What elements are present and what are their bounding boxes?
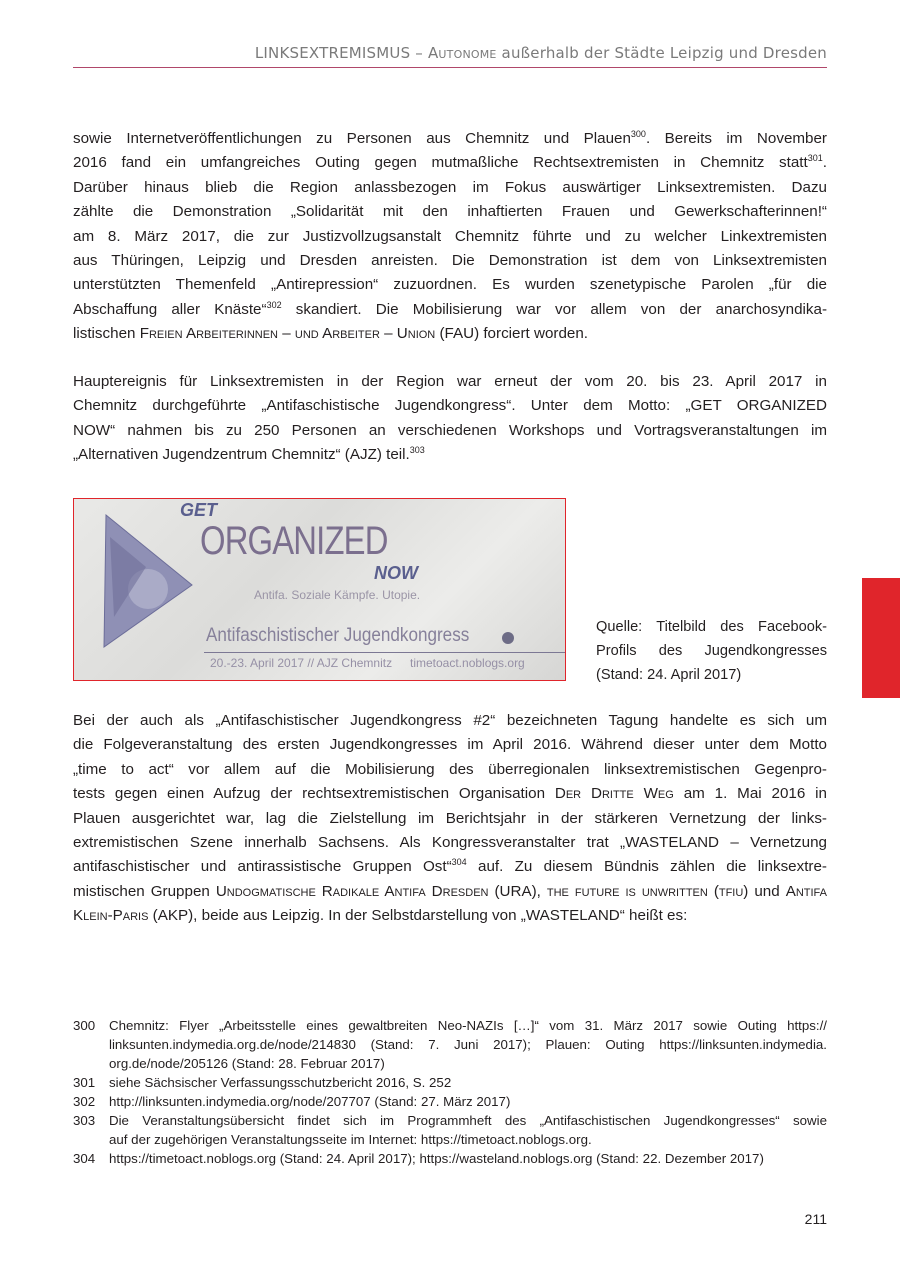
text-segment: „time to act“ vor allem auf die Mobilisierung des überregionalen linksextremistischen Gegenpro- bbox=[73, 760, 827, 778]
text-line bbox=[109, 1073, 827, 1092]
text-segment: Der Dritte Weg bbox=[554, 785, 674, 803]
text-line bbox=[73, 127, 827, 151]
banner-congress: Antifaschistischer Jugendkongress bbox=[206, 625, 470, 646]
footnote bbox=[73, 1092, 827, 1111]
footnotes bbox=[73, 1016, 827, 1168]
text-segment: die Folgeveranstaltung des ersten Jugendkongresses im April 2016. Während dieser unter dem Motto bbox=[73, 736, 827, 754]
text-segment: Antifa bbox=[785, 882, 828, 900]
figure-caption bbox=[596, 615, 827, 687]
text-line bbox=[109, 1016, 827, 1035]
footnote-text bbox=[109, 1092, 827, 1111]
text-segment: Darüber hinaus blieb die Region anlassbezogen im Fokus auswärtiger Linksextremisten. Dazu bbox=[73, 178, 827, 196]
text-line bbox=[73, 200, 827, 224]
text-segment: Chemnitz: Flyer „Arbeitsstelle eines gewaltbreiten Neo-NAZIs […]“ vom 31. März 2017 sowie Outing https:// bbox=[109, 1018, 827, 1033]
text-line bbox=[73, 855, 827, 879]
triangle-logo-icon bbox=[96, 507, 196, 652]
footnote bbox=[73, 1111, 827, 1149]
text-segment: NOW“ nahmen bis zu 250 Personen an verschiedenen Workshops und Vortragsveranstaltungen im bbox=[73, 421, 827, 439]
header-subtitle-smallcaps: Autonome bbox=[427, 44, 497, 62]
text-line bbox=[73, 782, 827, 806]
text-line bbox=[73, 443, 827, 467]
text-line bbox=[109, 1149, 827, 1168]
text-segment: aus Thüringen, Leipzig und Dresden anreisten. Die Demonstration ist dem von Linksextremisten bbox=[73, 251, 827, 269]
header-subtitle: außerhalb der Städte Leipzig und Dresden bbox=[496, 44, 827, 62]
footnote-number: 301 bbox=[73, 1075, 96, 1090]
text-line bbox=[73, 758, 827, 782]
text-segment: auf. Zu diesem Bündnis zählen die linksextre- bbox=[466, 858, 827, 876]
footnote bbox=[73, 1149, 827, 1168]
text-line bbox=[73, 709, 827, 733]
footnote-ref: 300 bbox=[630, 129, 646, 139]
footnote-text bbox=[109, 1073, 827, 1092]
text-segment: „Alternativen Jugendzentrum Chemnitz“ (AJZ) teil. bbox=[73, 446, 410, 464]
footnote bbox=[73, 1073, 827, 1092]
text-segment: . Bereits im November bbox=[645, 130, 827, 147]
footnote-text bbox=[109, 1111, 827, 1149]
text-segment: Freien Arbeiterinnen – und Arbeiter – Union bbox=[139, 325, 436, 343]
text-line bbox=[73, 225, 827, 249]
text-segment: und bbox=[748, 882, 786, 900]
footnote-ref: 304 bbox=[451, 857, 467, 868]
text-line bbox=[73, 176, 827, 200]
text-line bbox=[73, 880, 827, 904]
chapter-tab-marker bbox=[862, 578, 900, 698]
text-segment: 2016 fand ein umfangreiches Outing gegen mutmaßliche Rechtsextremisten in Chemnitz statt bbox=[73, 154, 808, 172]
text-line bbox=[73, 394, 827, 418]
footnote-number: 300 bbox=[73, 1018, 96, 1033]
text-segment: am 8. März 2017, die zur Justizvollzugsanstalt Chemnitz führte und zu welcher Linkextremisten bbox=[73, 227, 827, 245]
text-line bbox=[73, 831, 827, 855]
text-line bbox=[73, 904, 827, 928]
footnote-ref: 303 bbox=[409, 445, 425, 456]
banner-rule bbox=[204, 652, 565, 653]
paragraph bbox=[73, 127, 827, 347]
congress-banner-image bbox=[73, 498, 566, 681]
footnote-number: 302 bbox=[73, 1094, 96, 1109]
text-segment: Profils des Jugendkongresses bbox=[596, 643, 827, 659]
text-segment: (Stand: 24. April 2017) bbox=[596, 667, 742, 683]
text-segment: Chemnitz durchgeführte „Antifaschistische Jugendkongress“. Unter dem Motto: „GET ORGANIZED bbox=[73, 397, 827, 415]
text-segment: am 1. Mai 2016 in bbox=[673, 785, 827, 803]
text-segment: sowie Internetveröffentlichungen zu Personen aus Chemnitz und Plauen bbox=[73, 130, 631, 147]
text-segment: mistischen Gruppen bbox=[73, 882, 216, 900]
text-segment: listischen bbox=[73, 325, 140, 343]
text-line bbox=[109, 1054, 827, 1073]
text-line bbox=[73, 370, 827, 394]
banner-get: GET bbox=[180, 500, 218, 520]
text-segment: linksunten.indymedia.org.de/node/214830 (Stand: 7. Juni 2017); Plauen: Outing https://linksunten.indymedia. bbox=[109, 1037, 827, 1052]
footnote bbox=[73, 1016, 827, 1073]
footnote-text bbox=[109, 1016, 827, 1073]
text-segment: Hauptereignis für Linksextremisten in der Region war erneut der vom 20. bis 23. April 2017 in bbox=[73, 373, 827, 390]
footnote-text bbox=[109, 1149, 827, 1168]
text-line bbox=[73, 298, 827, 322]
text-segment: org.de/node/205126 (Stand: 28. Februar 2017) bbox=[109, 1056, 385, 1071]
text-segment: siehe Sächsischer Verfassungsschutzbericht 2016, S. 252 bbox=[109, 1075, 452, 1090]
text-segment: Klein-Paris bbox=[73, 907, 149, 925]
text-line bbox=[73, 151, 827, 175]
text-line bbox=[109, 1092, 827, 1111]
text-line bbox=[596, 615, 827, 639]
banner-slogan: Antifa. Soziale Kämpfe. Utopie. bbox=[254, 588, 421, 602]
text-segment: antifaschistischer und antirassistische Gruppen Ost“ bbox=[73, 858, 452, 876]
text-line bbox=[596, 639, 827, 663]
header-title: LINKSEXTREMISMUS – bbox=[254, 44, 428, 62]
text-segment: Die Veranstaltungsübersicht findet sich im Programmheft des „Antifaschistischen Jugendkongresses“ sowie bbox=[109, 1113, 827, 1128]
text-segment: zählte die Demonstration „Solidarität mit den inhaftierten Frauen und Gewerkschafterinnen!“ bbox=[73, 203, 827, 221]
footnote-number: 303 bbox=[73, 1113, 96, 1128]
text-line bbox=[596, 663, 827, 687]
banner-organized: ORGANIZED bbox=[200, 519, 388, 563]
text-segment: unterstützten Themenfeld „Antirepression“ zuzuordnen. Es wurden szenetypische Parolen „für die bbox=[73, 276, 827, 294]
header-rule bbox=[73, 67, 827, 68]
text-segment: Quelle: Titelbild des Facebook- bbox=[596, 619, 827, 635]
page-number: 211 bbox=[804, 1211, 827, 1227]
text-segment: (FAU) forciert worden. bbox=[435, 325, 589, 343]
text-line bbox=[73, 733, 827, 757]
running-header bbox=[73, 44, 827, 62]
text-segment: (URA), bbox=[488, 882, 547, 900]
banner-date: 20.-23. April 2017 // AJZ Chemnitz bbox=[210, 656, 393, 670]
text-line bbox=[109, 1111, 827, 1130]
footnote-ref: 302 bbox=[266, 299, 282, 310]
text-line bbox=[109, 1130, 827, 1149]
text-segment: Plauen ausgerichtet war, lag die Zielstellung im Berichtsjahr in der stärkeren Vernetzung der links- bbox=[73, 809, 827, 827]
banner-now: NOW bbox=[374, 563, 418, 583]
text-segment: (AKP), beide aus Leipzig. In der Selbstdarstellung von „WASTELAND“ heißt es: bbox=[148, 907, 688, 925]
text-line bbox=[109, 1035, 827, 1054]
text-line bbox=[73, 273, 827, 297]
text-segment: tests gegen einen Aufzug der rechtsextremistischen Organisation bbox=[73, 785, 555, 803]
text-segment: extremistischen Szene innerhalb Sachsens. Als Kongressveranstalter trat „WASTELAND – Vernetzung bbox=[73, 833, 827, 851]
paragraph bbox=[73, 709, 827, 929]
text-segment: Abschaffung aller Knäste“ bbox=[73, 300, 267, 318]
text-segment: the future is unwritten (tfiu) bbox=[546, 882, 749, 900]
text-line bbox=[73, 419, 827, 443]
text-line bbox=[73, 807, 827, 831]
text-segment: . bbox=[822, 154, 827, 172]
text-line bbox=[73, 322, 827, 346]
antifa-logo-icon bbox=[502, 632, 514, 644]
footnote-number: 304 bbox=[73, 1151, 96, 1166]
text-segment: Undogmatische Radikale Antifa Dresden bbox=[215, 882, 489, 900]
text-segment: skandiert. Die Mobilisierung war vor allem von der anarchosyndika- bbox=[281, 300, 828, 318]
banner-url: timetoact.noblogs.org bbox=[410, 656, 525, 670]
text-line bbox=[73, 249, 827, 273]
text-segment: auf der zugehörigen Veranstaltungsseite im Internet: https://timetoact.noblogs.org. bbox=[109, 1132, 592, 1147]
text-segment: Bei der auch als „Antifaschistischer Jugendkongress #2“ bezeichneten Tagung handelte es sich um bbox=[73, 712, 827, 729]
footnote-ref: 301 bbox=[807, 153, 823, 164]
text-segment: https://timetoact.noblogs.org (Stand: 24. April 2017); https://wasteland.noblogs.org (Stand: 22. Dezember 2017) bbox=[109, 1151, 764, 1166]
text-segment: http://linksunten.indymedia.org/node/207707 (Stand: 27. März 2017) bbox=[109, 1094, 511, 1109]
paragraph bbox=[73, 370, 827, 468]
